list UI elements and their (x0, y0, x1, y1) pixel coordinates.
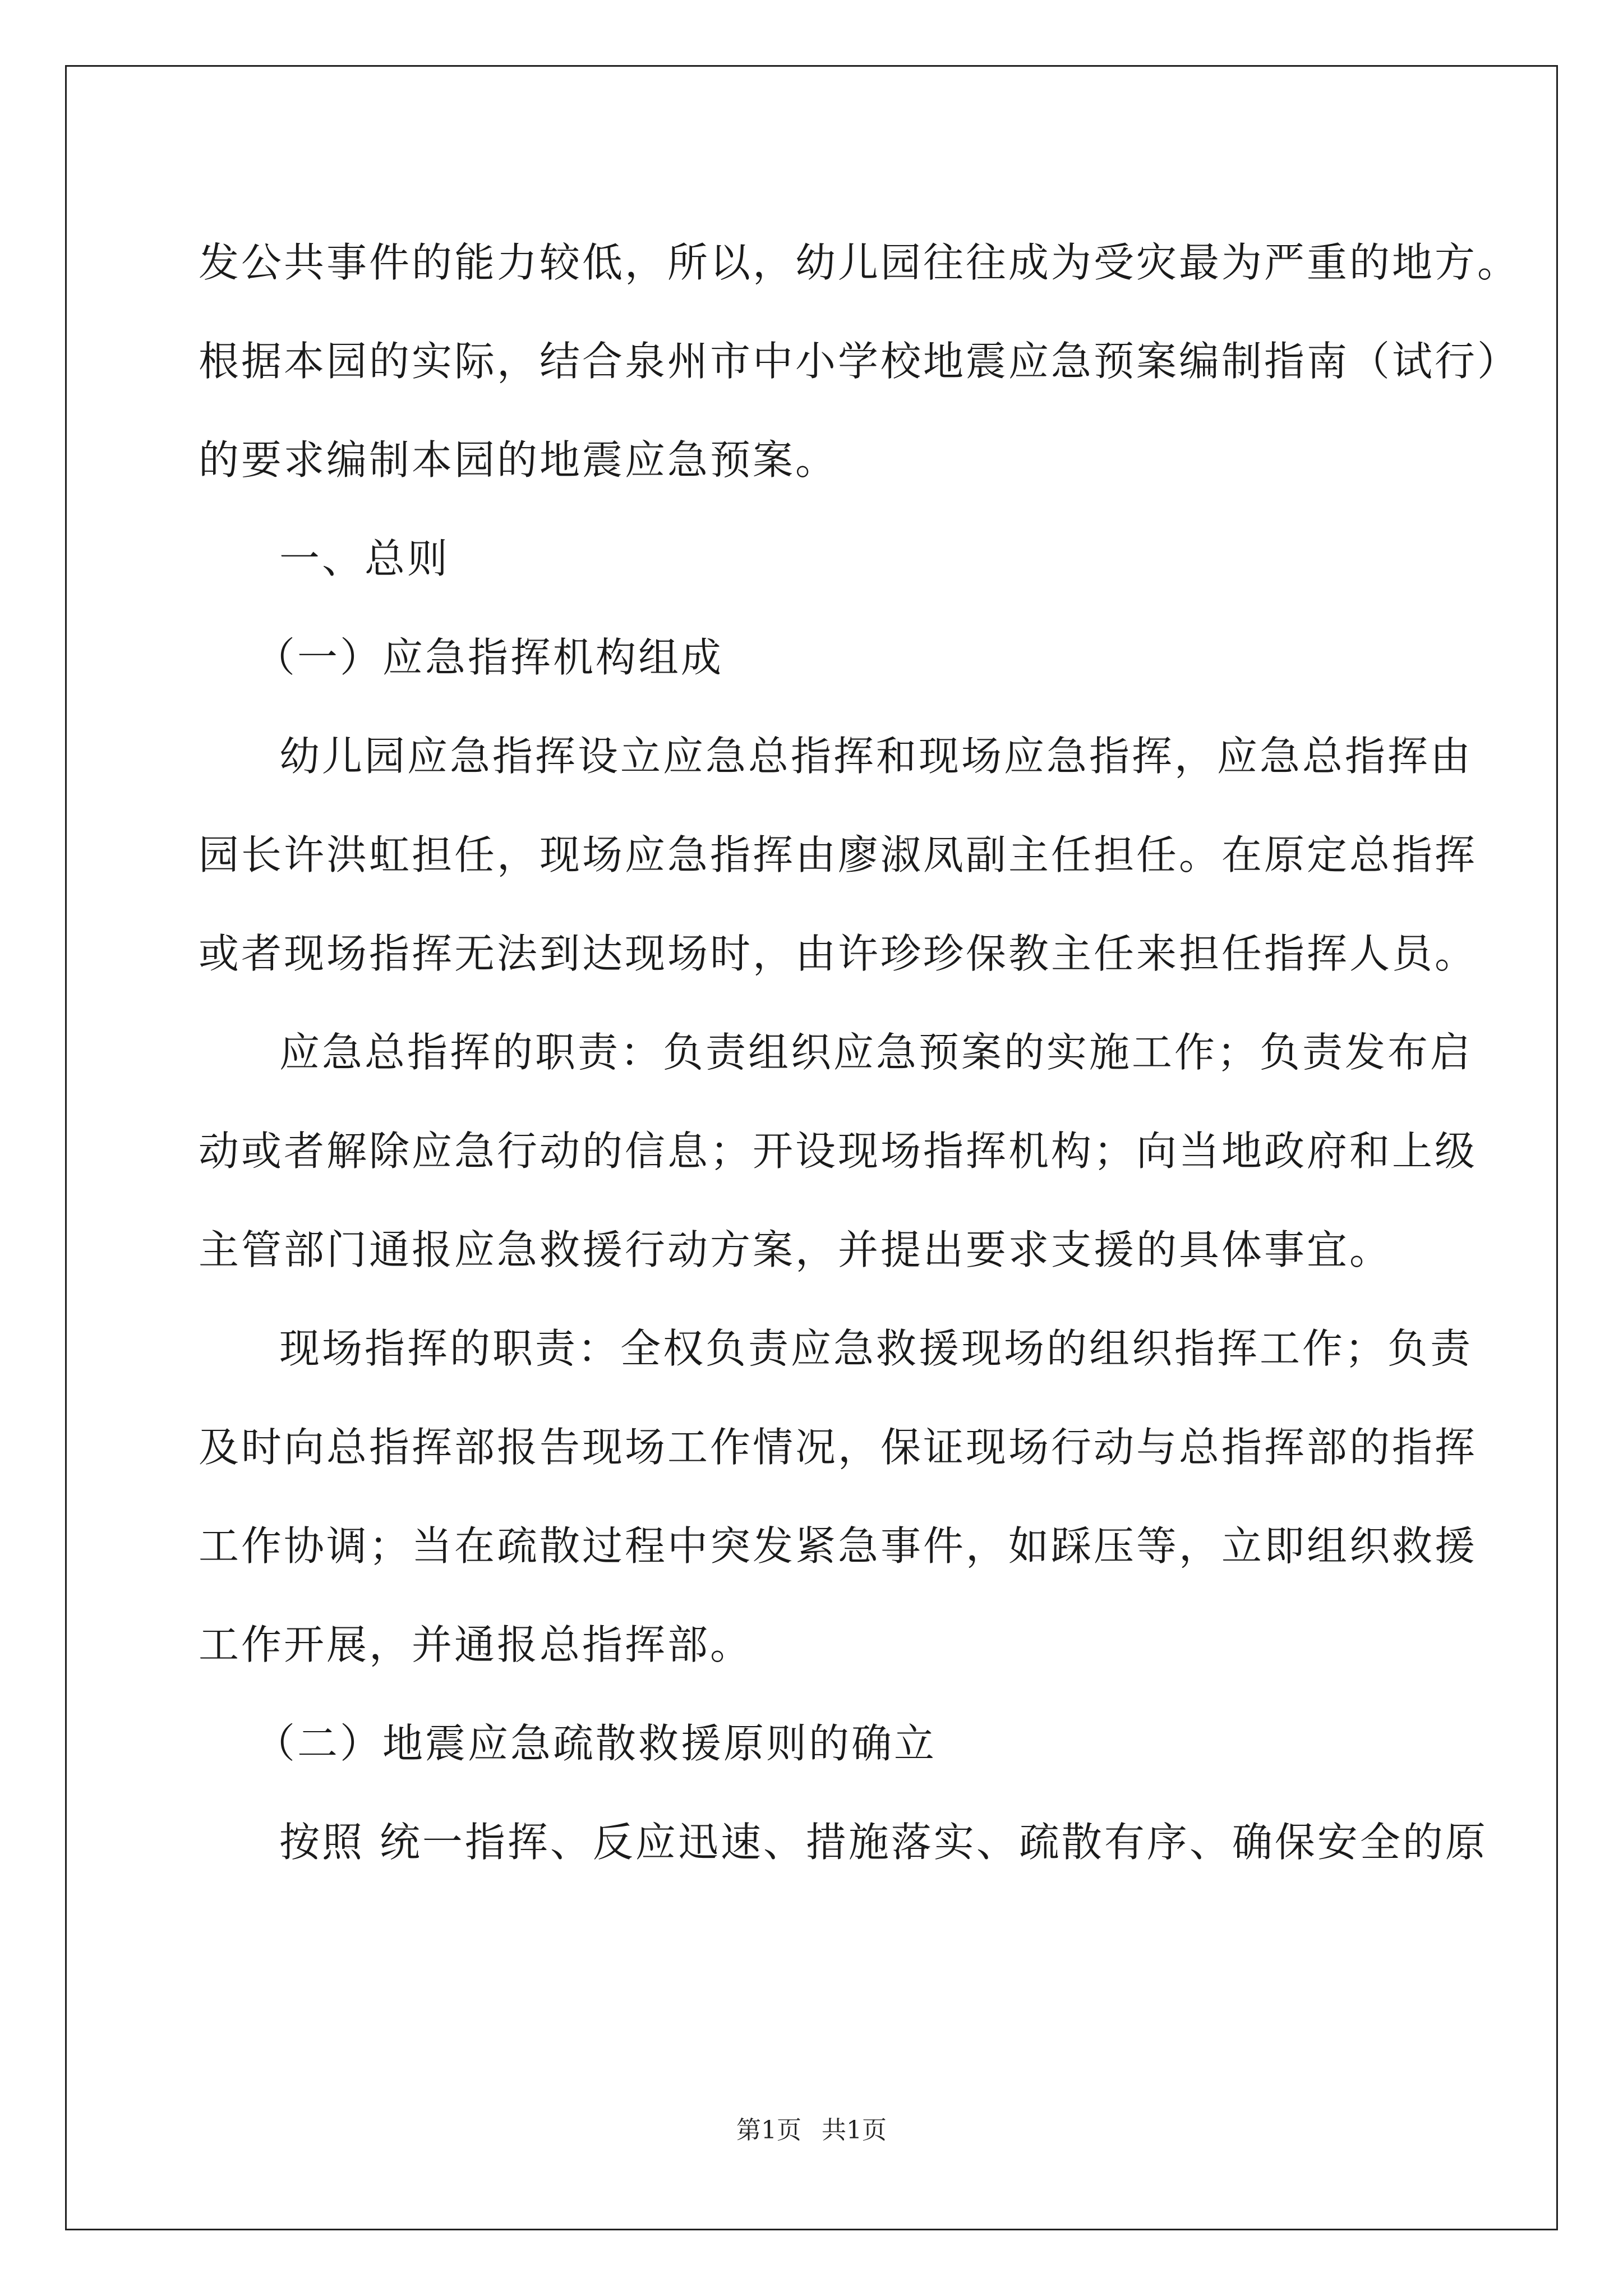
text-line: 园长许洪虹担任，现场应急指挥由廖淑凤副主任担任。在原定总指挥 (199, 831, 1478, 878)
text-line: 工作协调；当在疏散过程中突发紧急事件，如踩压等，立即组织救援 (199, 1522, 1478, 1570)
text-line: 按照 统一指挥、反应迅速、措施落实、疏散有序、确保安全的原 (279, 1819, 1488, 1866)
page-total: 共1页 (822, 2116, 887, 2145)
text-line: 动或者解除应急行动的信息；开设现场指挥机构；向当地政府和上级 (199, 1128, 1478, 1175)
text-line: 现场指挥的职责：全权负责应急救援现场的组织指挥工作；负责 (279, 1325, 1473, 1372)
text-line: 发公共事件的能力较低，所以，幼儿园往往成为受灾最为严重的地方。 (199, 239, 1520, 286)
section-heading: 一、总则 (279, 535, 450, 582)
subsection-heading: （二）地震应急疏散救援原则的确立 (255, 1720, 937, 1767)
subsection-heading: （一）应急指挥机构组成 (255, 634, 724, 681)
text-line: 工作开展，并通报总指挥部。 (199, 1621, 753, 1668)
page-footer (0, 2114, 1623, 2147)
text-line: 应急总指挥的职责：负责组织应急预案的实施工作；负责发布启 (279, 1029, 1473, 1076)
text-line: 幼儿园应急指挥设立应急总指挥和现场应急指挥，应急总指挥由 (279, 733, 1473, 780)
page-number: 第1页 (736, 2116, 801, 2145)
document-body (199, 213, 1520, 1892)
text-line: 或者现场指挥无法到达现场时，由许珍珍保教主任来担任指挥人员。 (199, 930, 1478, 977)
text-line: 主管部门通报应急救援行动方案，并提出要求支援的具体事宜。 (199, 1226, 1393, 1273)
text-line: 根据本园的实际，结合泉州市中小学校地震应急预案编制指南（试行） (199, 338, 1520, 385)
text-line: 的要求编制本园的地震应急预案。 (199, 436, 838, 484)
text-line: 及时向总指挥部报告现场工作情况，保证现场行动与总指挥部的指挥 (199, 1424, 1478, 1471)
